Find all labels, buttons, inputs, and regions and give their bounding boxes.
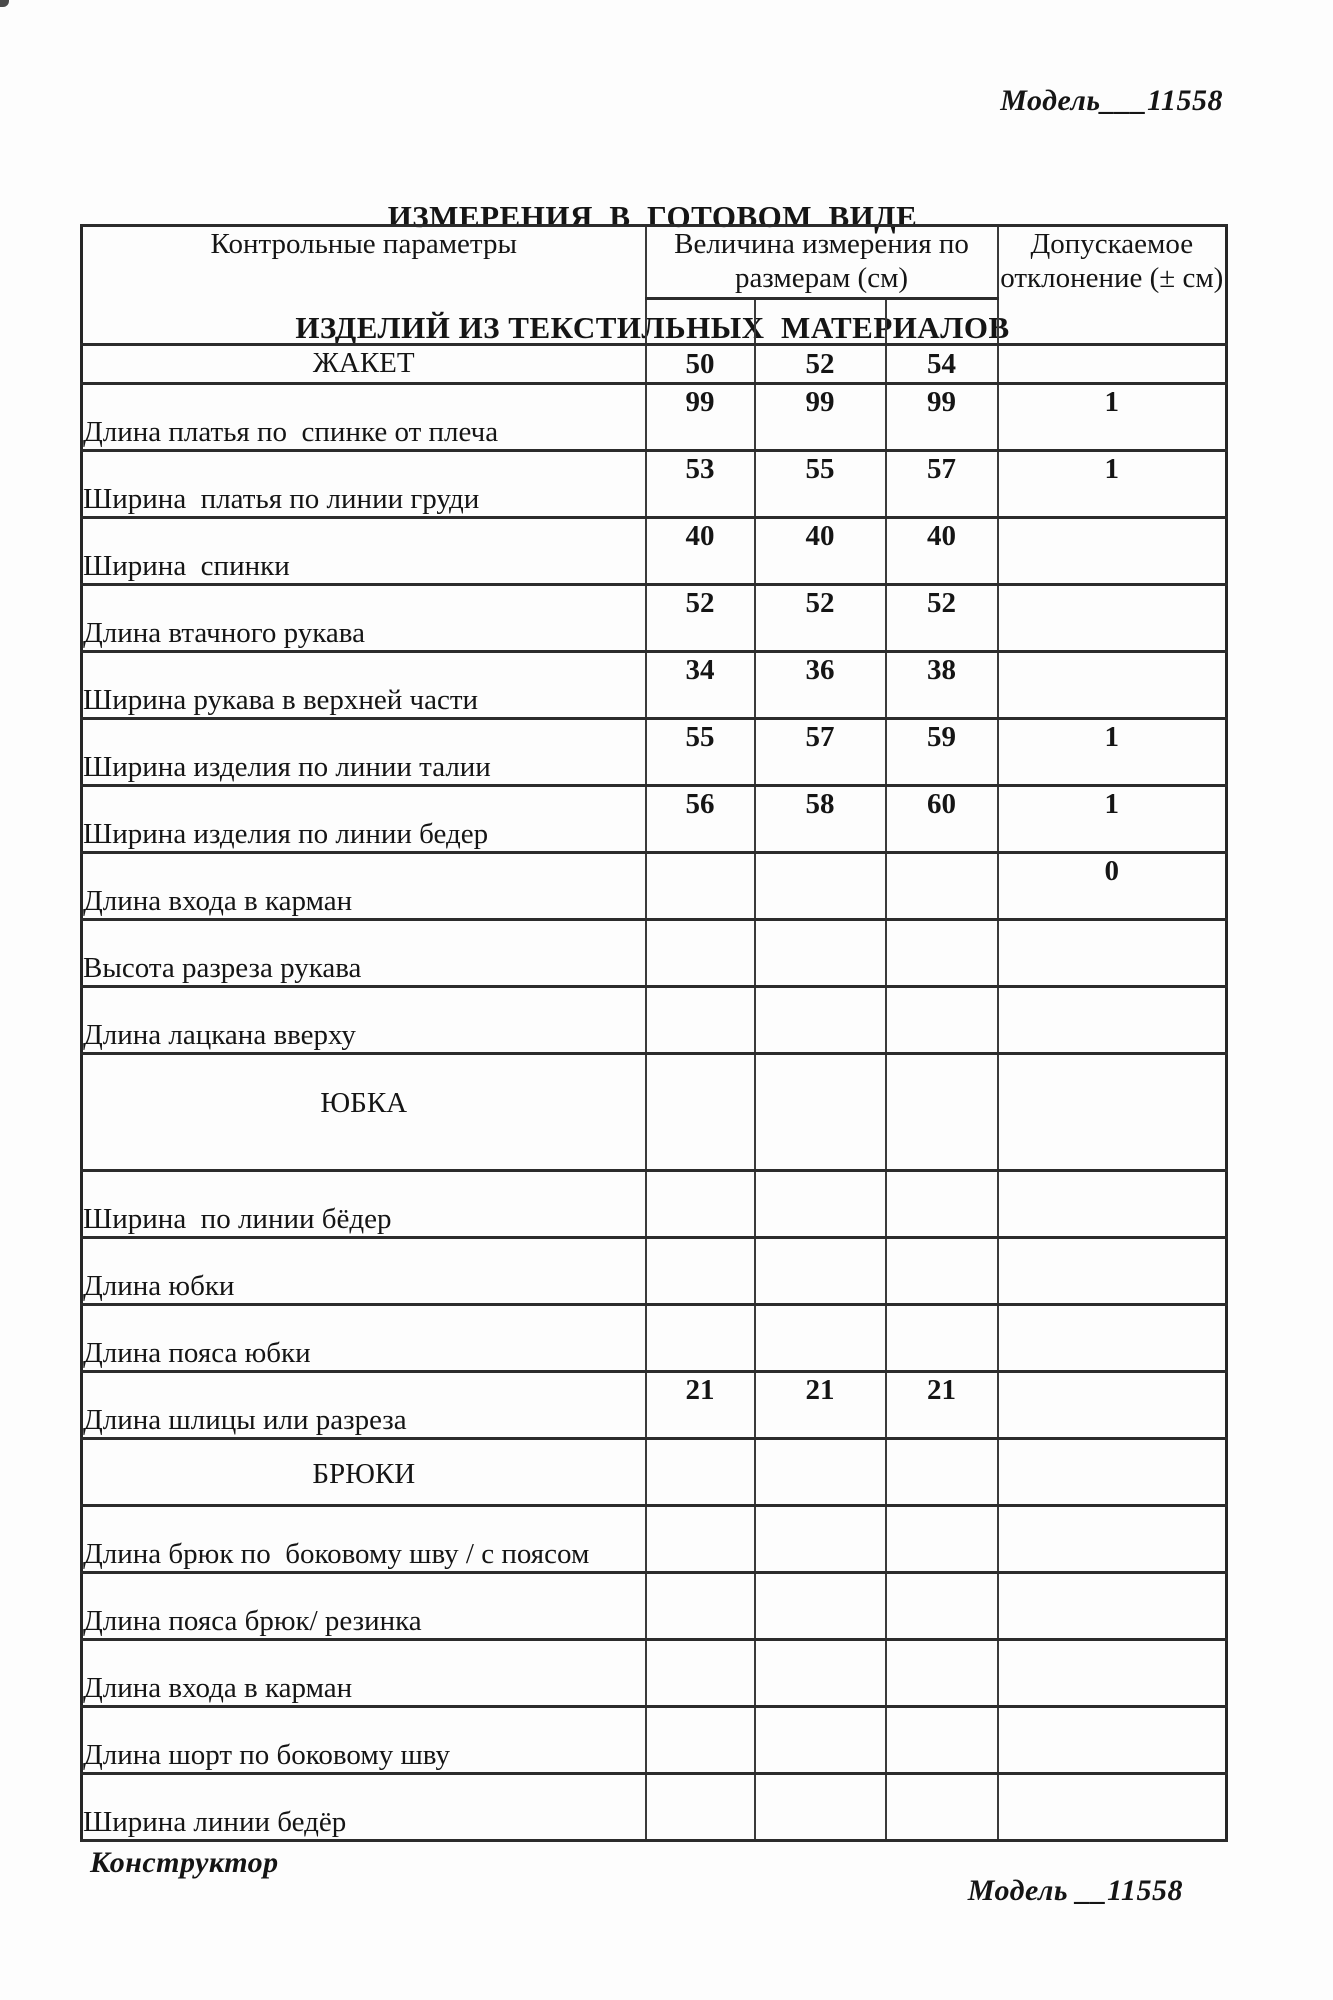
table-row: [82, 719, 1227, 786]
size-value-cell: [646, 1573, 755, 1640]
row-label: Длина лацкана вверху: [82, 987, 646, 1054]
row-label: Ширина платья по линии груди: [82, 451, 646, 518]
section-row: [82, 345, 1227, 384]
size-value-cell: [886, 1774, 998, 1841]
size-subcell-1: [646, 299, 755, 345]
section-row: [82, 1054, 1227, 1171]
table-row: [82, 1573, 1227, 1640]
size-value-cell: 57: [755, 719, 886, 786]
size-value-cell: [646, 1439, 755, 1506]
size-value-cell: 38: [886, 652, 998, 719]
size-value-cell: 36: [755, 652, 886, 719]
model-number-bottom: Модель __11558: [967, 1874, 1183, 1907]
size-value-cell: 40: [755, 518, 886, 585]
table-row: [82, 652, 1227, 719]
row-label: Длина брюк по боковому шву / с поясом: [82, 1506, 646, 1573]
size-value-cell: 55: [646, 719, 755, 786]
size-value-cell: [646, 920, 755, 987]
table-row: [82, 1171, 1227, 1238]
size-value-cell: 57: [886, 451, 998, 518]
row-label: Ширина спинки: [82, 518, 646, 585]
tolerance-cell: 0: [998, 853, 1227, 920]
header-control-parameters: Контрольные параметры: [82, 226, 646, 345]
size-value-cell: 99: [886, 384, 998, 451]
size-value-cell: 52: [646, 585, 755, 652]
size-value-cell: [886, 1171, 998, 1238]
size-value-cell: [755, 1439, 886, 1506]
size-value-cell: 34: [646, 652, 755, 719]
size-value-cell: 50: [646, 345, 755, 384]
model-number-top: Модель___11558: [1000, 84, 1223, 117]
tolerance-cell: [998, 585, 1227, 652]
size-value-cell: 60: [886, 786, 998, 853]
size-value-cell: 99: [755, 384, 886, 451]
tolerance-cell: [998, 652, 1227, 719]
size-value-cell: [755, 853, 886, 920]
size-value-cell: [886, 1640, 998, 1707]
size-value-cell: [646, 1640, 755, 1707]
row-label: Длина входа в карман: [82, 853, 646, 920]
size-value-cell: [646, 987, 755, 1054]
size-value-cell: [886, 1573, 998, 1640]
tolerance-cell: [998, 987, 1227, 1054]
tolerance-cell: [998, 920, 1227, 987]
row-label: Ширина линии бедёр: [82, 1774, 646, 1841]
size-value-cell: 40: [646, 518, 755, 585]
size-value-cell: 99: [646, 384, 755, 451]
tolerance-cell: [998, 345, 1227, 384]
tolerance-cell: 1: [998, 786, 1227, 853]
size-value-cell: 21: [646, 1372, 755, 1439]
table-row: [82, 1640, 1227, 1707]
header-row: [82, 226, 1227, 299]
table-row: [82, 518, 1227, 585]
size-subcell-3: [886, 299, 998, 345]
tolerance-cell: [998, 1506, 1227, 1573]
row-label: Длина платья по спинке от плеча: [82, 384, 646, 451]
size-value-cell: [755, 1054, 886, 1171]
row-label: Ширина изделия по линии талии: [82, 719, 646, 786]
size-value-cell: [646, 1506, 755, 1573]
tolerance-cell: [998, 1640, 1227, 1707]
size-value-cell: 55: [755, 451, 886, 518]
table-row: [82, 1372, 1227, 1439]
table-row: [82, 585, 1227, 652]
tolerance-cell: [998, 1054, 1227, 1171]
measurements-table: [80, 224, 1228, 1842]
section-row: [82, 1439, 1227, 1506]
table-row: [82, 987, 1227, 1054]
row-label: Ширина рукава в верхней части: [82, 652, 646, 719]
table-row: [82, 451, 1227, 518]
header-allowed-deviation: Допускаемое отклонение (± см): [998, 226, 1227, 345]
table-row: [82, 1774, 1227, 1841]
size-value-cell: [755, 1774, 886, 1841]
row-label: Длина юбки: [82, 1238, 646, 1305]
document-title-line1: ИЗМЕРЕНИЯ В ГОТОВОМ ВИДЕ: [387, 199, 918, 234]
table-row: [82, 786, 1227, 853]
row-label: Длина пояса юбки: [82, 1305, 646, 1372]
document-title-line2: ИЗДЕЛИЙ ИЗ ТЕКСТИЛЬНЫХ МАТЕРИАЛОВ: [295, 310, 1010, 345]
size-value-cell: [646, 1238, 755, 1305]
size-value-cell: 52: [886, 585, 998, 652]
table-row: [82, 1305, 1227, 1372]
size-subcell-2: [755, 299, 886, 345]
section-label: ЮБКА: [82, 1054, 646, 1171]
row-label: Длина втачного рукава: [82, 585, 646, 652]
size-value-cell: 21: [755, 1372, 886, 1439]
table-row: [82, 853, 1227, 920]
size-value-cell: 58: [755, 786, 886, 853]
size-value-cell: [886, 1707, 998, 1774]
row-label: Высота разреза рукава: [82, 920, 646, 987]
tolerance-cell: [998, 1372, 1227, 1439]
size-value-cell: [646, 1707, 755, 1774]
size-value-cell: [755, 1707, 886, 1774]
size-value-cell: [755, 1640, 886, 1707]
size-value-cell: [886, 1238, 998, 1305]
row-label: Длина шлицы или разреза: [82, 1372, 646, 1439]
size-value-cell: [886, 1506, 998, 1573]
size-value-cell: 59: [886, 719, 998, 786]
size-value-cell: [886, 1054, 998, 1171]
size-value-cell: [755, 1238, 886, 1305]
size-value-cell: [755, 1305, 886, 1372]
size-value-cell: [646, 1305, 755, 1372]
size-value-cell: [755, 1506, 886, 1573]
size-value-cell: [886, 1305, 998, 1372]
tolerance-cell: [998, 1171, 1227, 1238]
table-row: [82, 1238, 1227, 1305]
tolerance-cell: [998, 1573, 1227, 1640]
size-value-cell: [886, 920, 998, 987]
size-value-cell: [886, 853, 998, 920]
constructor-label: Конструктор: [90, 1846, 279, 1879]
size-value-cell: [646, 853, 755, 920]
size-value-cell: [755, 1573, 886, 1640]
size-value-cell: [646, 1054, 755, 1171]
section-label: ЖАКЕТ: [82, 345, 646, 384]
size-value-cell: 52: [755, 585, 886, 652]
header-measurement-by-sizes: Величина измерения по размерам (см): [646, 226, 998, 299]
table-row: [82, 920, 1227, 987]
size-value-cell: 54: [886, 345, 998, 384]
size-value-cell: 52: [755, 345, 886, 384]
size-value-cell: 21: [886, 1372, 998, 1439]
table-row: [82, 1707, 1227, 1774]
row-label: Длина пояса брюк/ резинка: [82, 1573, 646, 1640]
tolerance-cell: 1: [998, 719, 1227, 786]
table-row: [82, 384, 1227, 451]
scan-artifact: [0, 0, 9, 7]
size-value-cell: [755, 1171, 886, 1238]
tolerance-cell: [998, 1774, 1227, 1841]
section-label: БРЮКИ: [82, 1439, 646, 1506]
size-value-cell: 40: [886, 518, 998, 585]
size-value-cell: [755, 987, 886, 1054]
size-value-cell: [755, 920, 886, 987]
tolerance-cell: 1: [998, 384, 1227, 451]
table-row: [82, 1506, 1227, 1573]
size-value-cell: 56: [646, 786, 755, 853]
row-label: Ширина по линии бёдер: [82, 1171, 646, 1238]
size-value-cell: 53: [646, 451, 755, 518]
tolerance-cell: [998, 1305, 1227, 1372]
row-label: Ширина изделия по линии бедер: [82, 786, 646, 853]
size-value-cell: [646, 1171, 755, 1238]
tolerance-cell: [998, 518, 1227, 585]
tolerance-cell: [998, 1238, 1227, 1305]
size-value-cell: [646, 1774, 755, 1841]
size-value-cell: [886, 1439, 998, 1506]
row-label: Длина шорт по боковому шву: [82, 1707, 646, 1774]
row-label: Длина входа в карман: [82, 1640, 646, 1707]
tolerance-cell: 1: [998, 451, 1227, 518]
size-value-cell: [886, 987, 998, 1054]
tolerance-cell: [998, 1439, 1227, 1506]
tolerance-cell: [998, 1707, 1227, 1774]
